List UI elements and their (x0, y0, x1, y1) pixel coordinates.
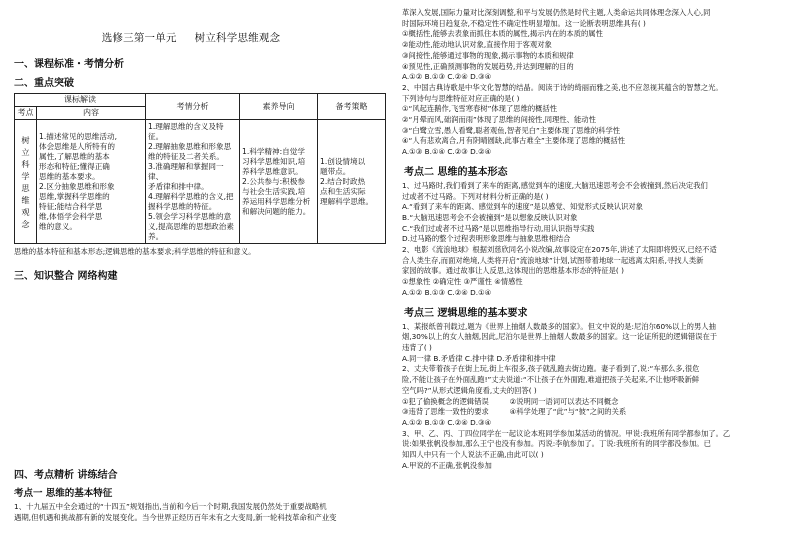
table-header-kaoqing: 考情分析 (146, 94, 240, 120)
kaoqing-line: 握科学思维的特征。 (148, 201, 217, 211)
q4-line: 家园的故事。通过故事让人反思,这体现出的思维基本形态的特征是( ) (402, 266, 624, 276)
q1-option: ①概括性,能够去表象而抓住本质的属性,揭示内在的本质的属性 (402, 29, 603, 39)
knowledge-map-blank (10, 286, 390, 462)
q4-line: 2、电影《流浪地球》根据刘慈欣同名小说改编,故事设定在2075年,讲述了太阳即将毁灭,已经不适 (402, 245, 717, 255)
q3-option: D.过马路的整个过程表明形象思维与抽象思维相结合 (402, 234, 571, 244)
kaoqing-line: 义,提高思维的思想政治素养。 (148, 221, 234, 241)
beikao-line: 点和生活实际 (320, 186, 366, 196)
beikao-line: 2.结合时政热 (320, 176, 366, 186)
neirong-line: 形态和特征;懂得正确 (39, 161, 110, 171)
q4-line: 合人类生存,而面对绝境,人类将开启“流浪地球”计划,试图带着地球一起逃离太阳系,寻找人类新 (402, 255, 704, 265)
beikao-line: 1.创设情境以 (320, 156, 366, 166)
section-heading-1: 一、课程标准・考情分析 (14, 59, 124, 70)
kaoqing-line: 维的特征及二者关系。 (148, 151, 224, 161)
q1-option: ②能动性,能动地认识对象,直接作用于客观对象 (402, 40, 552, 50)
q1-line: 1、十九届五中全会通过的“十四五”规划指出,当前和今后一个时期,我国发展仍然处于重要战略机 (14, 502, 327, 511)
q4-options: ①想象性 ②确定性 ③严谨性 ④情感性 (402, 277, 523, 287)
table-header-beikao: 备考策略 (318, 94, 386, 120)
table-header-suyang: 素养导向 (240, 94, 318, 120)
q1-cont-line: 时国际环境日趋复杂,不稳定性不确定性明显增加。这一论断表明思维具有( ) (402, 18, 646, 28)
q6-option: ①犯了偷换概念的逻辑错误 ②说明同一语词可以表达不同概念 (402, 396, 619, 406)
kaoqing-line: 4.理解科学思维的含义,把 (148, 191, 234, 201)
q1-cont-line: 革深入发展,国际力量对比深刻调整,和平与发展仍然是时代主题,人类命运共同体理念深入人心,同 (402, 8, 711, 17)
neirong-line: 体会思维是人所特有的 (39, 141, 115, 151)
suyang-line: 和解决问题的能力。 (242, 206, 311, 216)
kp1-heading: 考点一 思维的基本特征 (14, 488, 113, 499)
suyang-line: 养科学思维意识。 (242, 166, 303, 176)
kp2-heading: 考点二 思维的基本形态 (404, 166, 508, 178)
page-title (10, 30, 390, 45)
suyang-line: 与社会生活实践,培 (242, 186, 306, 196)
table-cell-beikao (318, 120, 386, 244)
q3-line: 过或者不过马路。下列对材料分析正确的是( ) (402, 191, 549, 201)
q5-line: 1、某报纸曾刊载过,题为《世界上抽烟人数最多的国家》。但文中说的是:尼泊尔60%以上的男人抽 (402, 321, 716, 331)
q1-answers: A.①② B.①③ C.②④ D.③④ (402, 72, 492, 82)
section-heading-4: 四、考点精析 讲练结合 (14, 470, 118, 481)
q6-option: ③违背了思维一致性的要求 ④科学处理了“此”与“彼”之间的关系 (402, 407, 627, 417)
q3-option: A.“看到了来车的距离、感觉到车的速度”是以感觉、知觉形式反映认识对象 (402, 202, 643, 212)
q2-option: ③“白鹭立雪,愚人看鹭,聪者观鱼,智者见白”主要体现了思维的科学性 (402, 125, 621, 135)
neirong-line: 1.描述常见的思维活动, (39, 131, 118, 141)
left-column (10, 30, 390, 558)
neirong-line: 思维的基本要求。 (39, 171, 100, 181)
right-column (402, 8, 790, 556)
q5-line: 烟,30%以上的女人抽烟,因此,尼泊尔是世界上抽烟人数最多的国家。这一论证所犯的逻辑错误在于 (402, 332, 718, 342)
neirong-line: 维,体悟学会科学思 (39, 211, 103, 221)
table-header-neirong: 内容 (37, 107, 146, 120)
beikao-line: 理解科学思维。 (320, 196, 374, 206)
q4-answers: A.①② B.①③ C.②④ D.①④ (402, 287, 492, 297)
neirong-line: 思维,掌握科学思维的 (39, 191, 110, 201)
q7-option-a: A.甲说的不正确,张帆没参加 (402, 460, 492, 470)
q6-line: 2、丈夫带着孩子在街上玩,街上车很多,孩子就乱跑去街边跑。妻子看到了,说:“车那么多,很危 (402, 364, 700, 374)
q7-line: 知四人中只有一个人说法不正确,由此可以( ) (402, 450, 544, 460)
kaoqing-line: 3.准确理解和掌握同一律、 (148, 161, 224, 181)
q5-answers: A.同一律 B.矛盾律 C.排中律 D.矛盾律和排中律 (402, 353, 556, 363)
kaoqing-line: 5.领会学习科学思维的意 (148, 211, 232, 221)
table-cell-kaoqing (146, 120, 240, 244)
q7-line: 说:如果张帆没参加,那么王宁也没有参加。丙说:李航参加了。丁说:我班所有的同学都没参加。已 (402, 439, 711, 449)
q5-line: 违背了( ) (402, 342, 432, 352)
suyang-line: 习科学思维知识,培 (242, 156, 306, 166)
suyang-line: 2.公共参与:积极参 (242, 176, 305, 186)
q2-option: ①“风起连鹅作,飞雪寒春树”体现了思维的概括性 (402, 104, 558, 114)
table-cell-kaodian (15, 120, 37, 244)
q6-line: 空气吗?”从形式逻辑角度看,丈夫的回答( ) (402, 385, 537, 395)
kp3-heading: 考点三 逻辑思维的基本要求 (404, 307, 528, 319)
q1-option: ④预见性,正确预测事物的发展趋势,并达到理解的目的 (402, 61, 574, 71)
q6-answers: A.①② B.①③ C.②④ D.③④ (402, 417, 492, 427)
table-header-kaodian: 考点 (15, 107, 37, 120)
table-header-curriculum: 课标解读 (15, 94, 146, 107)
q2-line: 下列诗句与思维特征对应正确的是( ) (402, 93, 520, 103)
q2-line: 2、中国古典诗歌是中华文化智慧的结晶。阅读于诗的绮丽而雅之美,也不应忽视其蕴含的智慧之光。 (402, 82, 723, 92)
kaodian-text: 树立科学思维观念 (21, 134, 30, 229)
q2-answers: A.①③ B.①④ C.②③ D.②④ (402, 147, 492, 157)
title-unit: 选修三第一单元 (101, 32, 177, 44)
title-topic: 树立科学思维观念 (194, 32, 281, 44)
kaoqing-line: 2.理解抽象思维和形象思 (148, 141, 232, 151)
section-heading-2: 二、重点突破 (14, 78, 74, 89)
neirong-line: 属性,了解思维的基本 (39, 151, 110, 161)
kaoqing-line: 1.理解思维的含义及特征。 (148, 121, 224, 141)
beikao-line: 题带点。 (320, 166, 351, 176)
table-cell-neirong (37, 120, 146, 244)
q2-option: ④“人有悲欢离合,月有阴晴圆缺,此事古难全”主要体现了思维的概括性 (402, 136, 626, 146)
table-cell-suyang (240, 120, 318, 244)
curriculum-table (14, 93, 386, 244)
neirong-line: 2.区分抽象思维和形象 (39, 181, 115, 191)
q1-line: 遇期,但机遇和挑战都有新的发展变化。当今世界正经历百年未有之大变局,新一轮科技革命和产业变 (14, 512, 337, 522)
suyang-line: 养运用科学思维分析 (242, 196, 311, 206)
section-heading-3: 三、知识整合 网络构建 (14, 271, 118, 282)
q2-option: ②“月晕而风,础润而雨”体现了思维的间接性,同理性、能动性 (402, 115, 596, 125)
neirong-line: 特征;能结合科学思 (39, 201, 103, 211)
suyang-line: 1.科学精神:自觉学 (242, 146, 305, 156)
table-footnote: 思维的基本特征和基本形态;逻辑思维的基本要求;科学思维的特征和意义。 (14, 247, 256, 256)
q6-line: 险,不能让孩子在外面乱跑!”丈夫说道:“不让孩子在外面跑,难道把孩子关起来,不让他呼吸新鲜 (402, 375, 700, 385)
neirong-line: 维的意义。 (39, 221, 77, 231)
q3-option: B.“大脑迅速思考会不会被撞到”是以想象反映认识对象 (402, 212, 578, 222)
kaoqing-line: 矛盾律和排中律。 (148, 181, 209, 191)
q7-line: 3、甲、乙、丙、丁四位同学在一起议论本班同学参加某活动的情况。甲说:我班所有同学都参加了。乙 (402, 428, 731, 438)
q3-option: C.“我们过或者不过马路”是以思维指导行动,用认识指导实践 (402, 223, 595, 233)
q3-line: 1、过马路时,我们看到了来车的距离,感觉到车的速度,大脑迅速思考会不会被撞到,然后决定我们 (402, 180, 708, 190)
q1-option: ③间接性,能够通过事物的现象,揭示事物的本质和规律 (402, 50, 574, 60)
